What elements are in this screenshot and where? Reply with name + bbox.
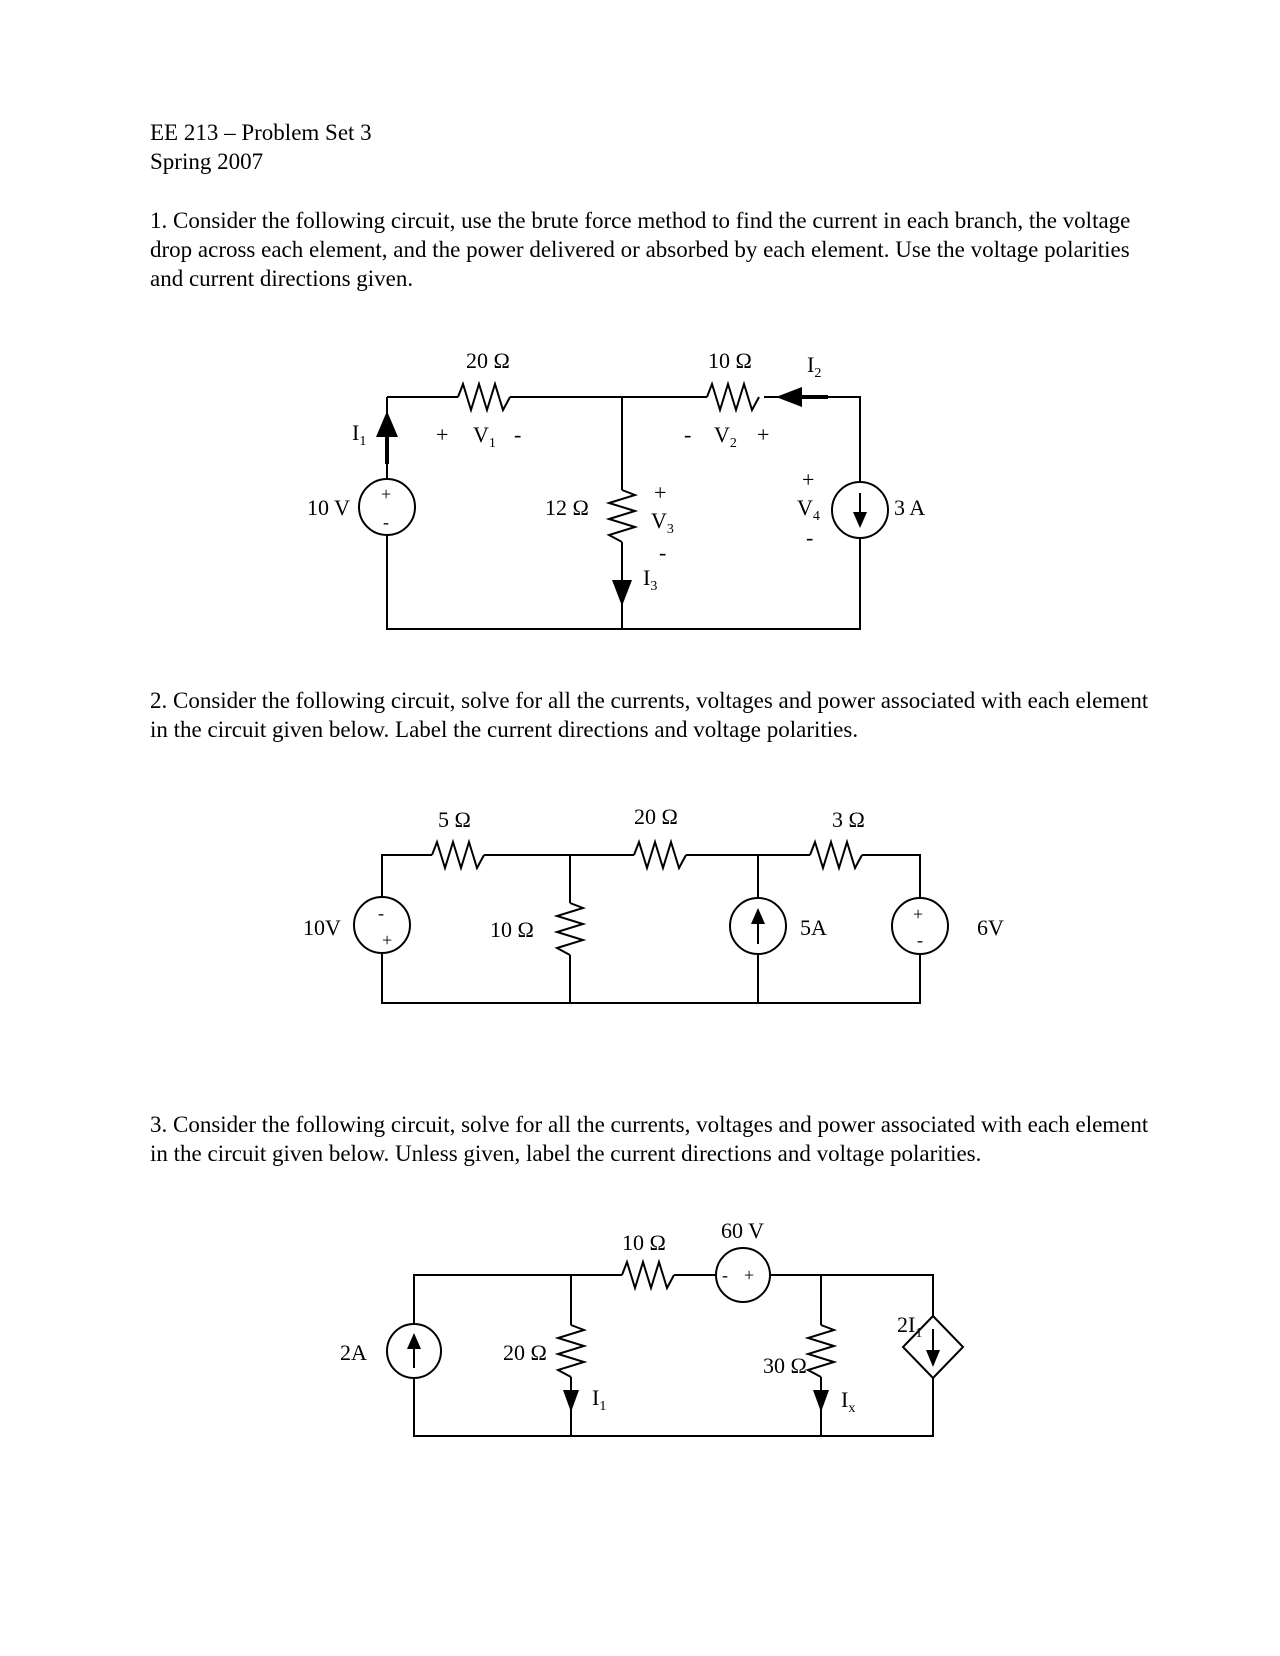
v1-plus: + xyxy=(436,422,449,447)
r20-label: 20 Ω xyxy=(466,348,510,373)
r20-label-2: 20 Ω xyxy=(634,804,678,829)
vs-label: 10 V xyxy=(307,495,350,520)
i2-label: $I_2$ xyxy=(807,352,822,381)
resistor-20-ohm-2 xyxy=(634,842,686,868)
v1-minus: - xyxy=(514,422,522,447)
v3-minus: - xyxy=(659,540,667,565)
resistor-10-ohm-2 xyxy=(557,903,583,955)
circuit-2 xyxy=(0,795,1280,1045)
term: Spring 2007 xyxy=(150,149,264,174)
vs1-label: 10V xyxy=(303,915,341,940)
v4-plus: + xyxy=(802,467,815,492)
vs2-plus: + xyxy=(913,904,924,924)
i2-arrow-icon xyxy=(776,387,802,407)
resistor-5-ohm xyxy=(432,842,484,868)
ix-label: $I_x$ xyxy=(841,1387,856,1416)
vs60-label: 60 V xyxy=(721,1218,764,1243)
v1-label: $V_1$ xyxy=(473,422,496,451)
cs-label: 3 A xyxy=(894,495,926,520)
resistor-3-ohm xyxy=(810,842,862,868)
resistor-30-ohm xyxy=(808,1325,834,1377)
cs-5a-label: 5A xyxy=(800,915,827,940)
circuit-1 xyxy=(0,340,1280,640)
resistor-10-ohm-3 xyxy=(622,1262,674,1288)
v2-label: $V_2$ xyxy=(714,422,737,451)
v4-minus: - xyxy=(806,525,814,550)
dep-label: $2I_1$ xyxy=(897,1312,923,1341)
vs1-minus: - xyxy=(378,903,384,923)
circuit-2-wires xyxy=(382,855,920,1003)
r5-label: 5 Ω xyxy=(438,807,471,832)
cs2-label: 2A xyxy=(340,1340,367,1365)
v2-minus: - xyxy=(684,422,692,447)
vs60-minus: - xyxy=(722,1265,728,1285)
document-header xyxy=(150,118,372,176)
resistor-20-ohm xyxy=(458,384,510,410)
v3-plus: + xyxy=(654,480,667,505)
i3-label: $I_3$ xyxy=(643,565,658,594)
problem-1-text: 1. Consider the following circuit, use the brute force method to find the current in each branch, the voltage drop across each element, and the power delivered or absorbed by each element. Use the voltage polarities and current directions given. xyxy=(150,208,1131,291)
r12-label: 12 Ω xyxy=(545,495,589,520)
r10-label: 10 Ω xyxy=(708,348,752,373)
circuit-3 xyxy=(0,1215,1280,1455)
r20-label-3: 20 Ω xyxy=(503,1340,547,1365)
v4-label: $V_4$ xyxy=(797,495,820,524)
resistor-12-ohm xyxy=(609,490,635,542)
i1-label: $I_1$ xyxy=(352,420,367,449)
problem-2-text: 2. Consider the following circuit, solve for all the currents, voltages and power associated with each element in the circuit given below. Label the current directions and voltage polarities. xyxy=(150,688,1149,742)
course-title: EE 213 – Problem Set 3 xyxy=(150,120,372,145)
resistor-20-ohm-3 xyxy=(558,1325,584,1377)
vs-plus: + xyxy=(381,484,392,504)
v3-label: $V_3$ xyxy=(651,508,674,537)
vs2-label: 6V xyxy=(977,915,1004,940)
r10-label-3: 10 Ω xyxy=(622,1230,666,1255)
i3-arrow-icon xyxy=(612,580,632,606)
problem-3-text: 3. Consider the following circuit, solve for all the currents, voltages and power associated with each element in the circuit given below. Unless given, label the current directions and voltage polarities. xyxy=(150,1112,1149,1166)
vs60-plus: + xyxy=(744,1265,755,1285)
ix-arrow-icon xyxy=(813,1390,829,1412)
i2-arrow-shaft xyxy=(800,395,828,399)
r3-label: 3 Ω xyxy=(832,807,865,832)
i1-label-3: $I_1$ xyxy=(592,1385,607,1414)
i1-arrow-icon-3 xyxy=(563,1390,579,1412)
vs2-minus: - xyxy=(917,930,923,950)
vs-minus: - xyxy=(383,512,389,532)
r10-label-2: 10 Ω xyxy=(490,917,534,942)
v2-plus: + xyxy=(757,422,770,447)
resistor-10-ohm xyxy=(707,384,759,410)
vs1-plus: + xyxy=(382,930,393,950)
r30-label: 30 Ω xyxy=(763,1353,807,1378)
i1-arrow-icon xyxy=(376,411,398,437)
i1-arrow-shaft xyxy=(385,436,389,464)
